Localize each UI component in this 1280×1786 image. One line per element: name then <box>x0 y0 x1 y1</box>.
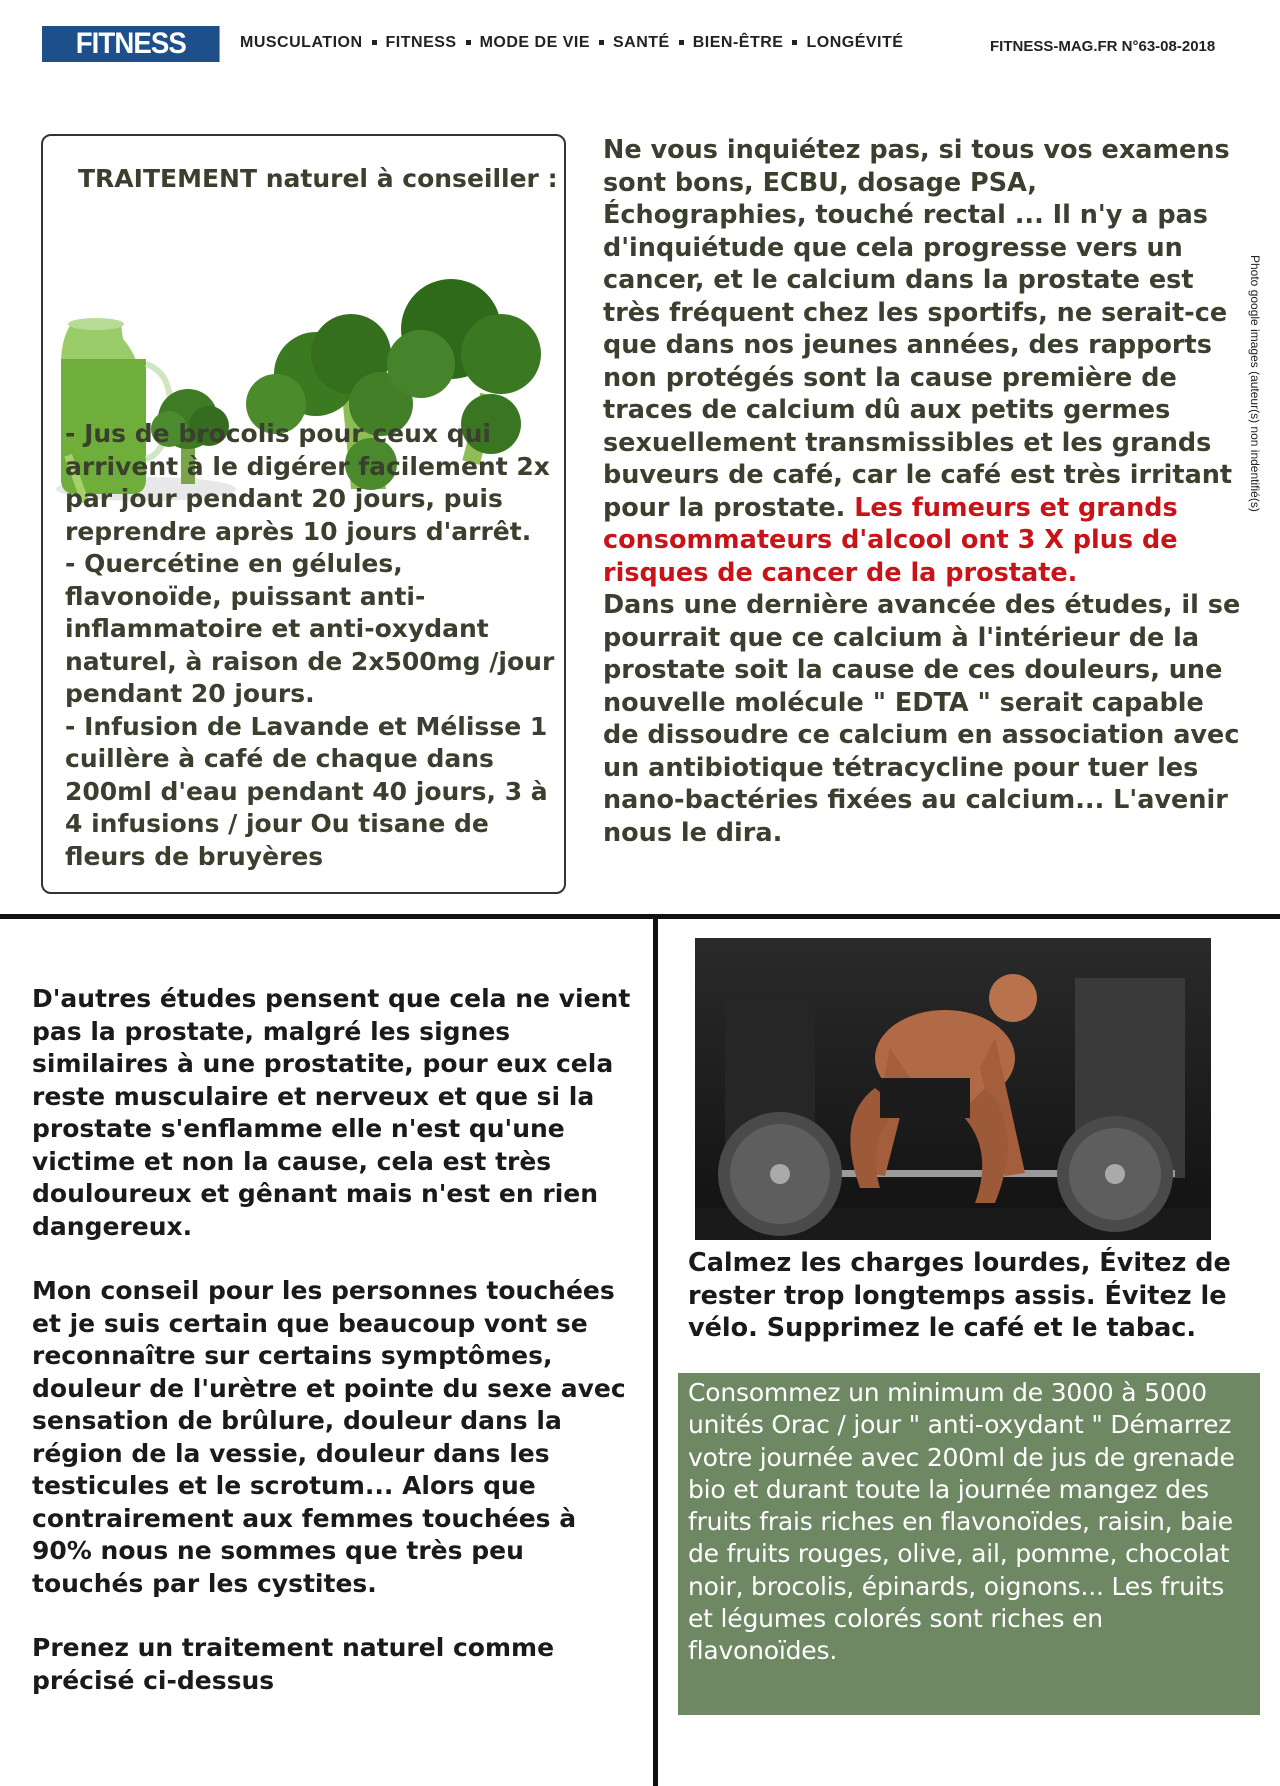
treatment-item-quercetin: - Quercétine en gélules, flavonoïde, puissant anti-inflammatoire et anti-oxydant naturel, à raison de 2x500mg /jour pendant 20 jours. <box>65 549 555 708</box>
photo-caption: Calmez les charges lourdes, Évitez de rester trop longtemps assis. Évitez le vélo. Supprimez le café et le tabac. <box>688 1248 1231 1343</box>
nav-mode-de-vie: MODE DE VIE <box>479 34 590 51</box>
right-para-1: Ne vous inquiétez pas, si tous vos examens sont bons, ECBU, dosage PSA, Échographies, touché rectal ... Il n'y a pas d'inquiétude que cela progresse vers un cancer, et le calcium dans la prostate est très fréquent chez les sportifs, ne serait-ce que dans nos jeunes années, des rapports non protégés sont la cause première de traces de calcium dû aux petits germes sexuellement transmissibles et les grands buveurs de café, car le café est très irritant pour la prostate. <box>603 135 1233 523</box>
antioxidant-tip-box: Consommez un minimum de 3000 à 5000 unités Orac / jour " anti-oxydant " Démarrez votre journée avec 200ml de jus de grenade bio et durant toute la journée mangez des fruits frais riches en flavonoïdes, raisin, baie de fruits rouges, olive, ail, pomme, chocolat noir, brocolis, épinards, oignons... Les fruits et légumes colorés sont riches en flavonoïdes. <box>678 1373 1260 1715</box>
nav-separator <box>599 40 604 45</box>
deadlift-photo <box>695 938 1211 1240</box>
lower-para-3: Prenez un traitement naturel comme précisé ci-dessus <box>32 1633 555 1695</box>
header-nav <box>240 34 903 52</box>
treatment-title: TRAITEMENT naturel à conseiller : <box>78 164 558 193</box>
nav-musculation: MUSCULATION <box>240 34 363 51</box>
horizontal-divider <box>0 914 1280 919</box>
right-para-2: Dans une dernière avancée des études, il se pourrait que ce calcium à l'intérieur de la prostate soit la cause de ces douleurs, une nouvelle molécule " EDTA " serait capable de dissoudre ce calcium en association avec un antibiotique tétracycline pour tuer les nano-bactéries fixées au calcium... L'avenir nous le dira. <box>603 590 1241 848</box>
treatment-box <box>41 134 566 894</box>
nav-separator <box>466 40 471 45</box>
lower-para-1: D'autres études pensent que cela ne vient pas la prostate, malgré les signes similaires à une prostatite, pour eux cela reste musculaire et nerveux et que si la prostate s'enflamme elle n'est qu'une victime et non la cause, cela est très douloureux et gênant mais n'est en rien dangereux. <box>32 984 631 1241</box>
nav-separator <box>679 40 684 45</box>
treatment-list <box>65 418 560 873</box>
vertical-divider <box>653 914 658 1786</box>
treatment-item-broccoli: - Jus de brocolis pour ceux qui arrivent à le digérer facilement 2x par jour pendant 20 jours, puis reprendre après 10 jours d'arrêt. <box>65 419 550 546</box>
lower-para-2: Mon conseil pour les personnes touchées et je suis certain que beaucoup vont se reconnaître sur certains symptômes, douleur de l'urètre et pointe du sexe avec sensation de brûlure, douleur dans la région de la vessie, douleur dans les testicules et le scrotum... Alors que contrairement aux femmes touchées à 90% nous ne sommes que très peu touchés par les cystites. <box>32 1276 626 1598</box>
treatment-item-infusion: - Infusion de Lavande et Mélisse 1 cuillère à café de chaque dans 200ml d'eau pendant 40 jours, 3 à 4 infusions / jour Ou tisane de fleurs de bruyères <box>65 711 548 871</box>
nav-longevite: LONGÉVITÉ <box>806 34 904 51</box>
lower-left-text <box>32 983 642 1729</box>
nav-bien-etre: BIEN-ÊTRE <box>692 34 784 51</box>
issue-number: FITNESS-MAG.FR N°63-08-2018 <box>990 38 1216 55</box>
nav-separator <box>372 40 377 45</box>
nav-separator <box>792 40 797 45</box>
nav-sante: SANTÉ <box>613 34 670 51</box>
fitness-mag-logo: FITNESS MAG <box>42 26 220 62</box>
nav-fitness: FITNESS <box>385 34 457 51</box>
photo-credit: Photo google images (auteur(s) non indentifié(s) <box>1248 255 1262 512</box>
right-column-text <box>603 134 1243 849</box>
right-red-warning: Les fumeurs et grands consommateurs d'alcool ont 3 X plus de risques de cancer de la prostate. <box>603 492 1178 588</box>
